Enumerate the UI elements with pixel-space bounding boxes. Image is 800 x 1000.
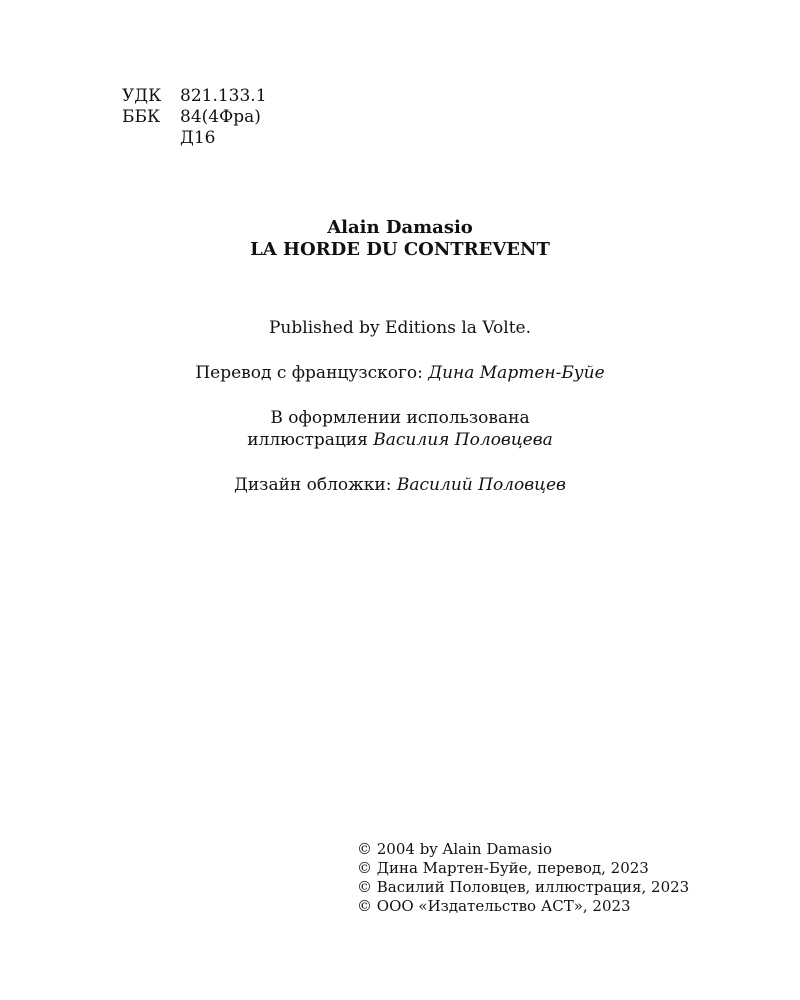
- translation-label: Перевод с французского:: [195, 363, 423, 383]
- cover-design-label: Дизайн обложки:: [234, 475, 392, 495]
- illustrator-name: Василия Половцева: [373, 430, 553, 450]
- udk-value: 821.133.1: [180, 86, 267, 106]
- bbk-row: [122, 107, 267, 128]
- published-line: [0, 317, 800, 339]
- cover-designer-name: Василий Половцев: [396, 475, 566, 495]
- title-block: [0, 217, 800, 261]
- bbk-label: ББК: [122, 107, 161, 127]
- book-title: LA HORDE DU CONTREVENT: [250, 239, 550, 260]
- author-name: Alain Damasio: [327, 217, 473, 238]
- translation-line: [0, 362, 800, 384]
- copyright-line-author: © 2004 by Alain Damasio: [357, 840, 553, 858]
- author-mark-row: [122, 128, 267, 149]
- published-text: Published by Editions la Volte.: [268, 318, 532, 338]
- illustration-line-1: В оформлении использована: [270, 408, 530, 428]
- author-mark-value: Д16: [180, 128, 216, 148]
- udk-row: [122, 86, 267, 107]
- copyright-line-illustration: © Василий Половцев, иллюстрация, 2023: [357, 878, 690, 896]
- bbk-value: 84(4Фра): [180, 107, 261, 127]
- illustration-line-2: [0, 429, 800, 451]
- author-mark-label: [122, 128, 180, 149]
- illustration-label: иллюстрация: [247, 430, 368, 450]
- translator-name: Дина Мартен-Буйе: [428, 363, 605, 383]
- udk-label: УДК: [122, 86, 162, 106]
- copyright-line-publisher: © ООО «Издательство АСТ», 2023: [357, 897, 631, 915]
- copyright-line-translation: © Дина Мартен-Буйе, перевод, 2023: [357, 859, 649, 877]
- copyright-block: [357, 840, 689, 916]
- cover-design-line: [0, 474, 800, 496]
- illustration-block: [0, 407, 800, 451]
- classification-block: [122, 86, 267, 149]
